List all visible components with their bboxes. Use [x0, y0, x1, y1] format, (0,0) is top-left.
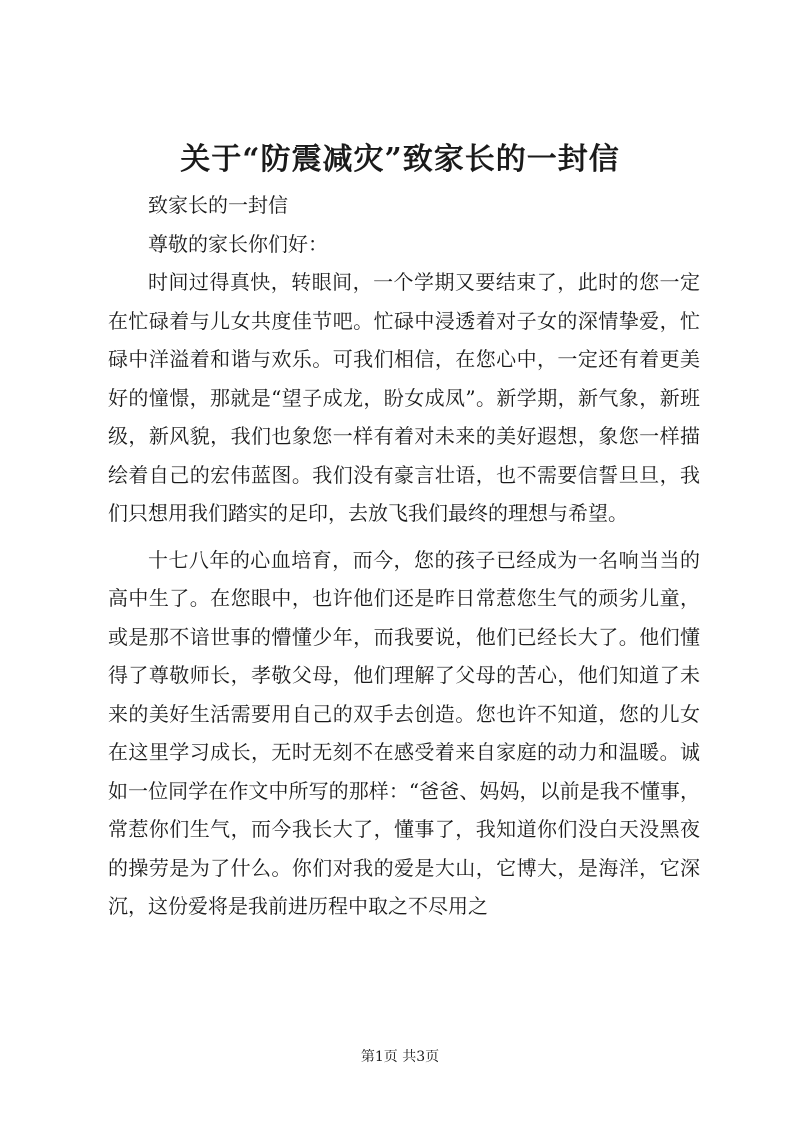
document-title: 关于“防震减灾”致家长的一封信: [180, 142, 620, 177]
salutation-heading: 致家长的一封信: [148, 193, 288, 217]
body-paragraph-2: 十七八年的心血培育，而今，您的孩子已经成为一名响当当的高中生了。在您眼中，也许他们还是昨日常惹您生气的顽劣儿童，或是那不谙世事的懵懂少年，而我要说，他们已经长大了。他们懂得了尊敬师长，孝敬父母，他们理解了父母的苦心，他们知道了未来的美好生活需要用自己的双手去创造。您也许不知道，您的儿女在这里学习成长，无时无刻不在感受着来自家庭的动力和温暖。诚如一位同学在作文中所写的那样：“爸爸、妈妈，以前是我不懂事，常惹你们生气，而今我长大了，懂事了，我知道你们没白天没黑夜的操劳是为了什么。你们对我的爱是大山，它博大，是海洋，它深沉，这份爱将是我前进历程中取之不尽用之: [108, 547, 700, 918]
paragraph-gap: [108, 533, 700, 541]
document-body: [108, 186, 700, 926]
body-paragraph-1: 时间过得真快，转眼间，一个学期又要结束了，此时的您一定在忙碌着与儿女共度佳节吧。忙碌中浸透着对子女的深情挚爱，忙碌中洋溢着和谐与欢乐。可我们相信，在您心中，一定还有着更美好的憧憬，那就是“望子成龙，盼女成凤”。新学期，新气象，新班级，新风貌，我们也象您一样有着对未来的美好遐想，象您一样描绘着自己的宏伟蓝图。我们没有豪言壮语，也不需要信誓旦旦，我们只想用我们踏实的足印，去放飞我们最终的理想与希望。: [108, 270, 700, 525]
page-number-footer: 第1页 共3页: [360, 1049, 440, 1065]
greeting-line: 尊敬的家长你们好：: [148, 231, 328, 256]
